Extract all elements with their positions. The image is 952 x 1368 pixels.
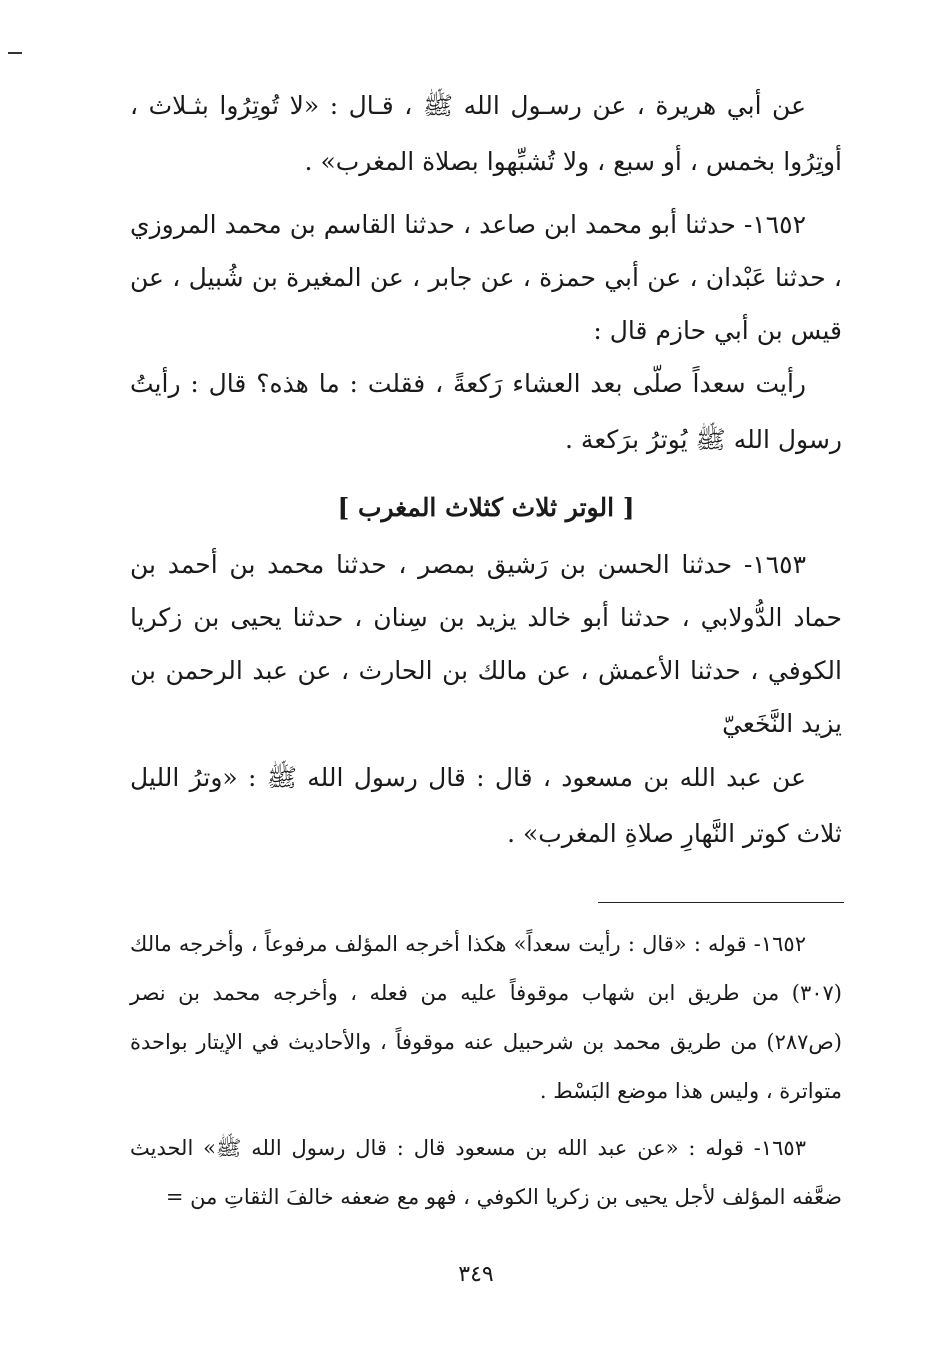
page-number: ٣٤٩ [458, 1262, 494, 1287]
hadith-1653-matn-block [130, 750, 842, 862]
hadith-1653-text: عن عبد الله بن مسعود ، قال : قال رسول الله ﷺ : «وترُ الليل ثلاث كوتر النَّهارِ صلاةِ المغرب» . [130, 763, 842, 848]
footnote-1653 [130, 1124, 842, 1222]
hadith-1652-block [130, 198, 842, 357]
scan-margin-mark [8, 52, 22, 54]
hadith-1653-isnad: ١٦٥٣- حدثنا الحسن بن رَشيق بمصر ، حدثنا محمد بن أحمد بن حماد الدُّولابي ، حدثنا أبو خالد يزيد بن سِنان ، حدثنا يحيى بن زكريا الكوفي ، حدثنا الأعمش ، عن مالك بن الحارث ، عن عبد الرحمن بن يزيد النَّخَعيّ [130, 550, 842, 738]
footnote-1652-text: ١٦٥٢- قوله : «قال : رأيت سعداً» هكذا أخرجه المؤلف مرفوعاً ، وأخرجه مالك (٣٠٧) من طريق ابن شهاب موقوفاً عليه من فعله ، وأخرجه محمد بن نصر (ص٢٨٧) من طريق محمد بن شرحبيل عنه موقوفاً ، والأحاديث في الإيتار بواحدة متواترة ، وليس هذا موضع البَسْط . [130, 932, 842, 1103]
footnote-1652 [130, 920, 842, 1116]
main-text-top [130, 78, 842, 190]
footnote-1653-text: ١٦٥٣- قوله : «عن عبد الله بن مسعود قال : قال رسول الله ﷺ» الحديث ضعَّفه المؤلف لأجل يحيى بن زكريا الكوفي ، فهو مع ضعفه خالفَ الثقاتِ من = [130, 1136, 842, 1209]
hadith-1651-text: عن أبي هريرة ، عن رسـول الله ﷺ ، قـال : «لا تُوتِرُوا بثـلاث ، أوتِرُوا بخمس ، أو سبع ، ولا تُشبِّهوا بصلاة المغرب» . [130, 91, 842, 176]
footnote-separator [598, 902, 844, 903]
hadith-1652-matn-block [130, 356, 842, 468]
section-heading: [ الوتر ثلاث كثلاث المغرب ] [337, 493, 635, 522]
hadith-1653-block [130, 538, 842, 750]
hadith-1652-isnad: ١٦٥٢- حدثنا أبو محمد ابن صاعد ، حدثنا القاسم بن محمد المروزي ، حدثنا عَبْدان ، عن أبي حمزة ، عن جابر ، عن المغيرة بن شُبيل ، عن قيس بن أبي حازم قال : [130, 210, 842, 345]
hadith-1652-text: رأيت سعداً صلّى بعد العشاء رَكعةً ، فقلت : ما هذه؟ قال : رأيتُ رسول الله ﷺ يُوترُ برَكعة . [130, 369, 842, 454]
